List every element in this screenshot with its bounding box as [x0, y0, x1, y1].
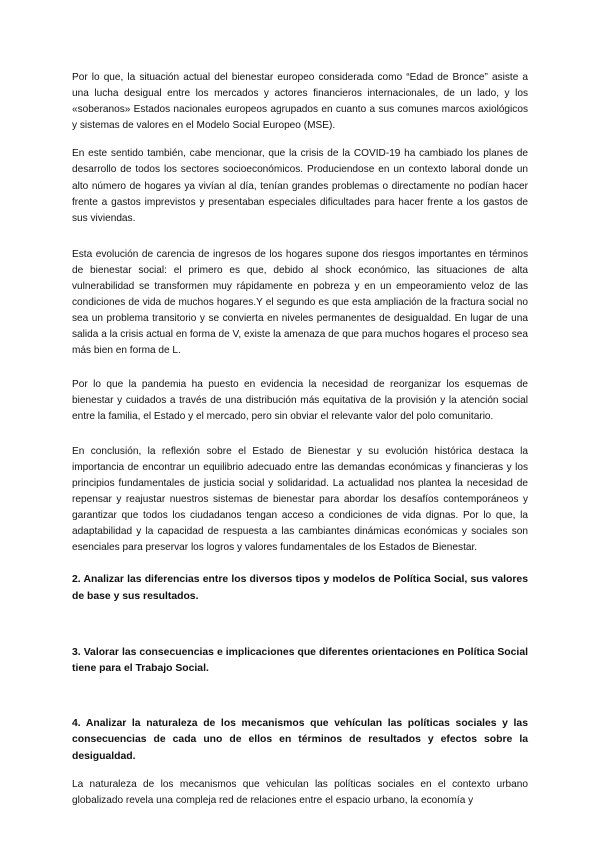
paragraph-mecanismos: La naturaleza de los mecanismos que vehiculan las políticas sociales en el contexto urbano globalizado revela una compleja red de relaciones entre el espacio urbano, la economía y	[72, 778, 528, 806]
section-heading-4: 4. Analizar la naturaleza de los mecanismos que vehículan las políticas sociales y las consecuencias de cada uno de ellos en términos de resultados y efectos sobre la desigualdad.	[72, 718, 528, 762]
paragraph-pandemia: Por lo que la pandemia ha puesto en evidencia la necesidad de reorganizar los esquemas de bienestar y cuidados a través de una distribución más equitativa de la provisión y la atención social entre la familia, el Estado y el mercado, pero sin obviar el relevante valor del polo comunitario.	[72, 378, 528, 422]
paragraph-carencia-de-ingresos: Esta evolución de carencia de ingresos de los hogares supone dos riesgos importantes en términos de bienestar social: el primero es que, debido al shock económico, las situaciones de alta vulnerabilidad se transformen muy rápidamente en pobreza y en un empeoramiento veloz de las condiciones de vida de muchos hogares.Y el segundo es que esta ampliación de la fractura social no sea un problema transitorio y se convierta en niveles permanentes de desigualdad. En lugar de una salida a la crisis actual en forma de V, existe la amenaza de que para muchos hogares el proceso sea más bien en forma de L.	[72, 248, 528, 357]
document-page	[72, 70, 528, 820]
section-heading-3: 3. Valorar las consecuencias e implicaciones que diferentes orientaciones en Política Social tiene para el Trabajo Social.	[72, 646, 528, 675]
paragraph-conclusion: En conclusión, la reflexión sobre el Estado de Bienestar y su evolución histórica destaca la importancia de encontrar un equilibrio adecuado entre las demandas económicas y financieras y los principios fundamentales de justicia social y solidaridad. La actualidad nos plantea la necesidad de repensar y reajustar nuestros sistemas de bienestar para abordar los desafíos contemporáneos y garantizar que todos los ciudadanos tengan acceso a condiciones de vida dignas. Por lo que, la adaptabilidad y la capacidad de respuesta a las cambiantes dinámicas económicas y sociales son esenciales para preservar los logros y valores fundamentales de los Estados de Bienestar.	[72, 445, 528, 554]
paragraph-edad-de-bronce: Por lo que, la situación actual del bienestar europeo considerada como “Edad de Bronce” asiste a una lucha desigual entre los mercados y actores financieros internacionales, de un lado, y los «soberanos» Estados nacionales europeos agrupados en cuanto a sus comunes marcos axiológicos y sistemas de valores en el Modelo Social Europeo (MSE).	[72, 72, 528, 132]
paragraph-covid-19: En este sentido también, cabe mencionar, que la crisis de la COVID-19 ha cambiado los planes de desarrollo de todos los sectores socioeconómicos. Produciendose en un contexto laboral donde un alto número de hogares ya vivían al día, tenían grandes problemas o directamente no podían hacer frente a gastos imprevistos y presentaban especiales dificultades para hacer frente a los gastos de sus viviendas.	[72, 148, 528, 224]
section-heading-2: 2. Analizar las diferencias entre los diversos tipos y modelos de Política Social, sus valores de base y sus resultados.	[72, 574, 528, 602]
